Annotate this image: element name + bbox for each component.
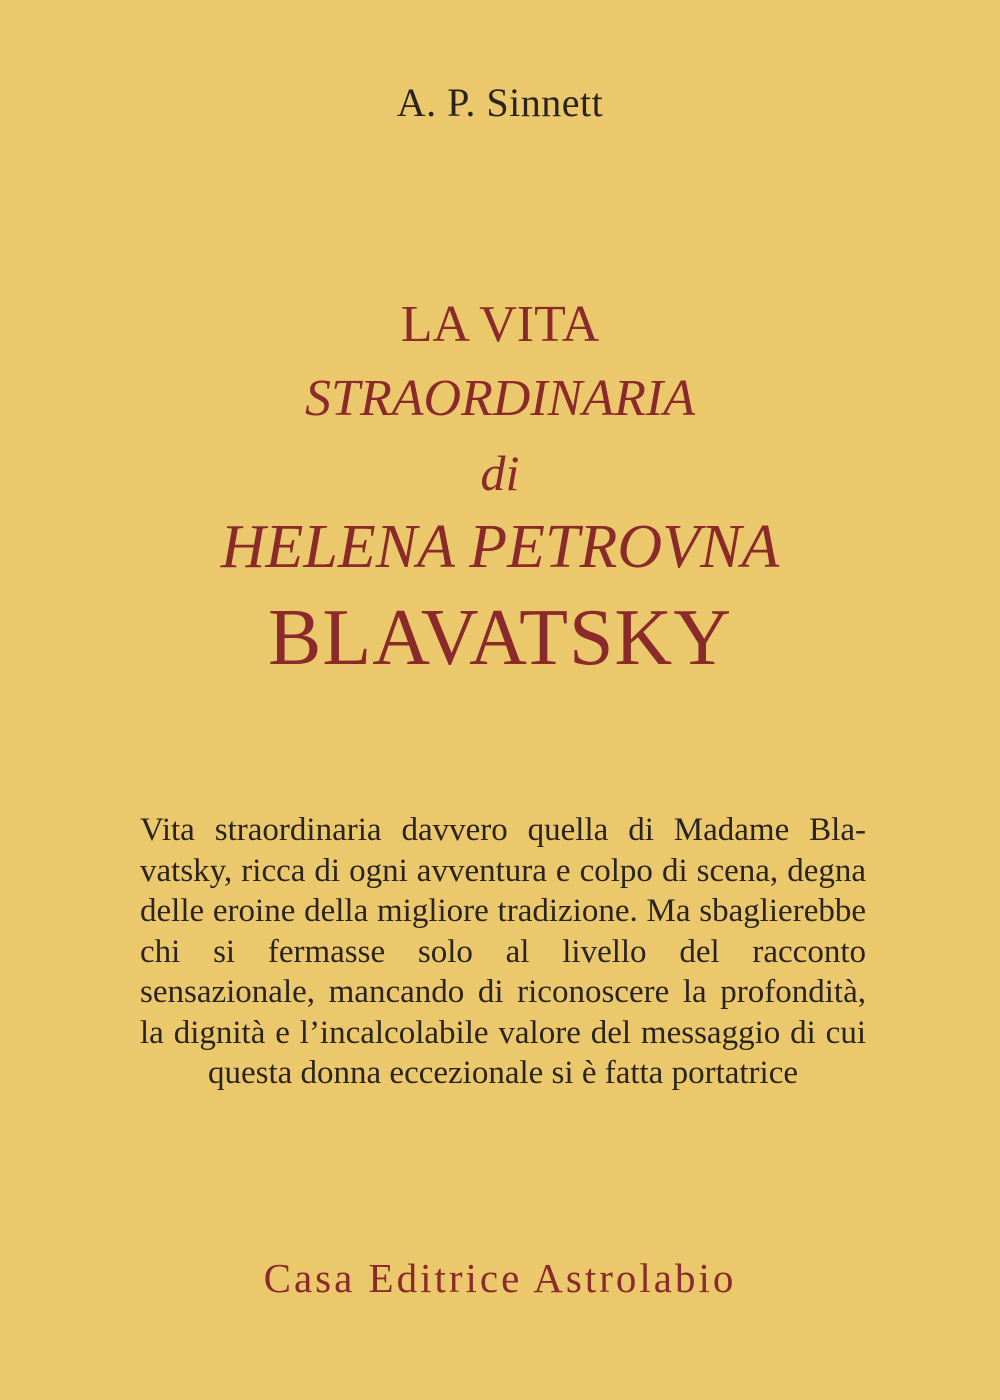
title-line-1: LA VITA: [400, 296, 600, 353]
title-line-2: STRAORDINARIA: [305, 370, 695, 427]
blurb-text: Vita straordinaria davvero quella di Madame Blavatsky, ricca di ogni avventura e colpo di scena, degna delle eroine della migliore tradizione. Ma sbaglierebbe chi si fermasse solo al livello del racconto sensazionale, mancando di riconoscere la profondità, la dignità e l’incalcolabile valore del messaggio di cui questa donna eccezionale si è fatta portatrice: [140, 812, 866, 1091]
title-line-4: HELENA PETROVNA: [220, 513, 780, 581]
publisher-name: Casa Editrice Astrolabio: [263, 1255, 737, 1301]
title-line-3: di: [480, 445, 520, 501]
author-name: A. P. Sinnett: [396, 80, 604, 125]
title-line-5: BLAVATSKY: [268, 594, 732, 682]
